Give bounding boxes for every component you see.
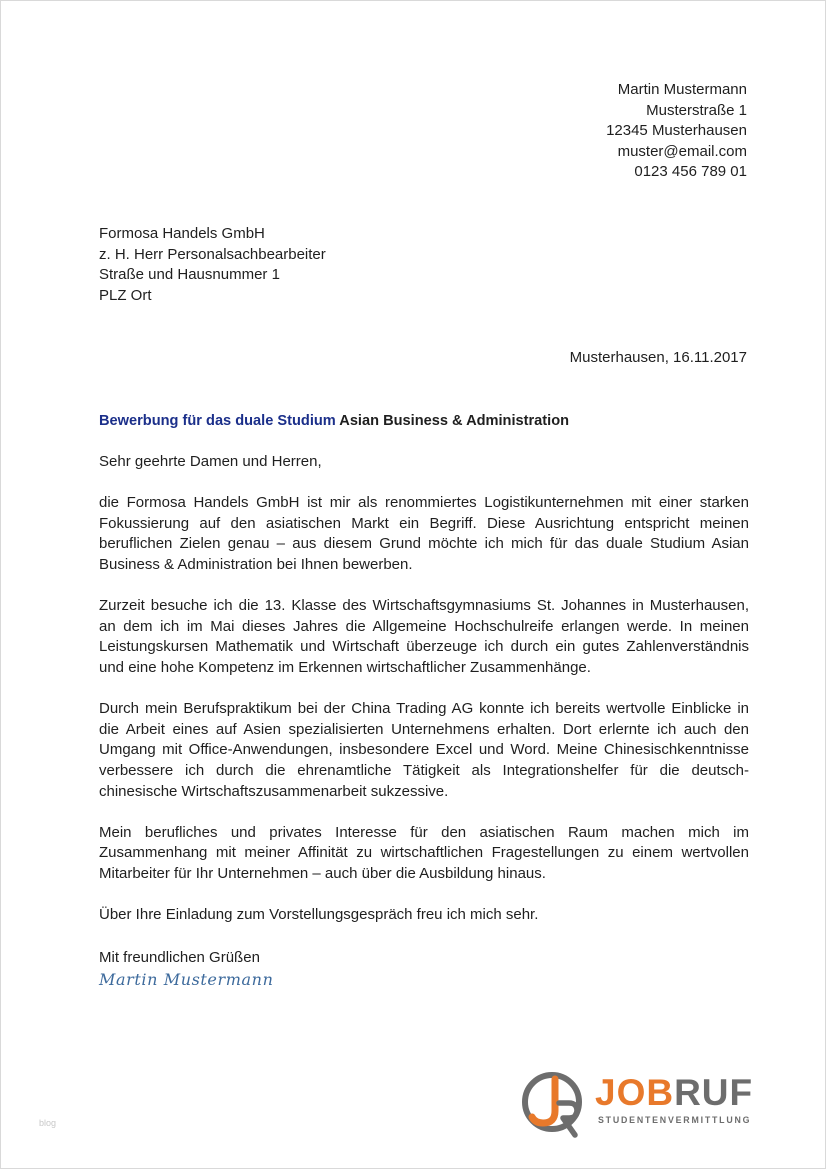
subject-line	[99, 411, 569, 432]
sender-street: Musterstraße 1	[646, 101, 747, 119]
jobruf-logo-wordmark	[595, 1073, 753, 1113]
jobruf-logo-icon	[519, 1069, 589, 1139]
paragraph-1: die Formosa Handels GmbH ist mir als renommiertes Logistikunternehmen mit einer starken Fokussierung auf den asiatischen Markt ein Begriff. Diese Ausrichtung entspricht meinen beruflichen Zielen genau – aus diesem Grund möchte ich mich für das duale Studium Asian Business & Administration bei Ihnen bewerben.	[99, 494, 749, 573]
subject-accent: Bewerbung für das duale Studium	[99, 413, 336, 429]
paragraph-4: Mein berufliches und privates Interesse für den asiatischen Raum machen mich im Zusammenhang mit meiner Affinität zu wirtschaftlichen Fragestellungen zu einem wertvollen Mitarbeiter für Ihr Unternehmen – auch über die Ausbildung hinaus.	[99, 823, 749, 882]
signature: Martin Mustermann	[99, 970, 274, 989]
recipient-address	[99, 224, 326, 306]
jobruf-logo	[519, 1069, 759, 1139]
logo-word-job: JOB	[595, 1072, 675, 1113]
paragraph-2: Zurzeit besuche ich die 13. Klasse des Wirtschaftsgymnasiums St. Johannes in Musterhausen, an dem ich im Mai dieses Jahres die Allgemeine Hochschulreife erlangen werde. In meinen Leistungskursen Mathematik und Wirtschaft überzeuge ich durch ein gutes Zahlenverständnis und eine hohe Kompetenz im Erkennen wirtschaftlicher Zusammenhänge.	[99, 597, 749, 676]
recipient-city: PLZ Ort	[99, 286, 152, 304]
sender-email: muster@email.com	[617, 142, 747, 160]
subject-rest: Asian Business & Administration	[339, 413, 570, 429]
recipient-street: Straße und Hausnummer 1	[99, 266, 280, 284]
salutation: Sehr geehrte Damen und Herren,	[99, 453, 322, 470]
sender-address	[606, 80, 747, 183]
sender-name: Martin Mustermann	[617, 81, 747, 98]
logo-word-ruf: RUF	[674, 1072, 754, 1113]
logo-tagline: STUDENTENVERMITTLUNG	[598, 1115, 752, 1125]
recipient-contact: z. H. Herr Personalsachbearbeiter	[99, 245, 326, 263]
paragraph-5: Über Ihre Einladung zum Vorstellungsgespräch freu ich mich sehr.	[99, 906, 539, 924]
sender-phone: 0123 456 789 01	[634, 163, 747, 181]
paragraph-3: Durch mein Berufspraktikum bei der China Trading AG konnte ich bereits wertvolle Einblicke in die Arbeit eines auf Asien spezialisierten Unternehmens erhalten. Dort erlernte ich auch den Umgang mit Office-Anwendungen, insbesondere Excel und Word. Meine Chinesischkenntnisse verbessere ich durch die ehrenamtliche Tätigkeit als Integrationshelfer für die deutsch-chinesische Wirtschaftszusammenarbeit sukzessive.	[99, 700, 749, 800]
letter-date: Musterhausen, 16.11.2017	[569, 349, 747, 366]
letter-body	[99, 452, 749, 946]
recipient-company: Formosa Handels GmbH	[99, 225, 265, 242]
watermark: blog	[39, 1118, 57, 1128]
closing: Mit freundlichen Grüßen	[99, 949, 260, 966]
sender-city: 12345 Musterhausen	[606, 122, 747, 140]
